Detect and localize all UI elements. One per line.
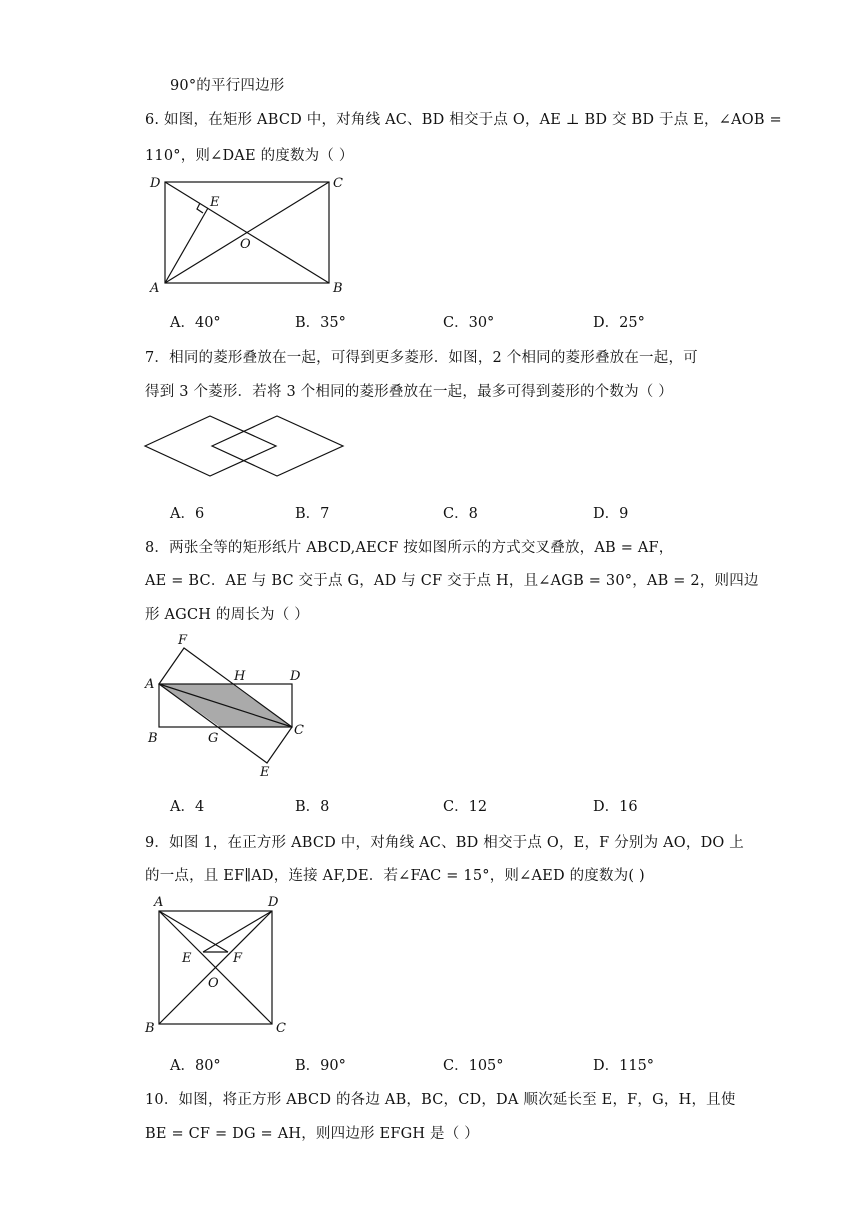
q8-label-G: G xyxy=(208,731,219,746)
q6-label-C: C xyxy=(333,176,343,191)
q7-option-d: D．9 xyxy=(593,506,629,522)
q9-label-D: D xyxy=(268,895,279,910)
q8-label-D: D xyxy=(290,669,301,684)
q9-figure xyxy=(140,890,300,1040)
q6-label-B: B xyxy=(333,281,343,296)
q8-label-C: C xyxy=(294,723,304,738)
q8-option-c: C．12 xyxy=(443,799,488,815)
q8-label-H: H xyxy=(234,669,246,684)
q7-line1: 7．相同的菱形叠放在一起，可得到更多菱形．如图，2 个相同的菱形叠放在一起，可 xyxy=(145,350,698,366)
q9-option-b: B．90° xyxy=(295,1058,346,1074)
q6-line2: 110°，则∠DAE 的度数为（ ） xyxy=(145,148,354,164)
q8-figure xyxy=(140,630,320,780)
q8-option-a: A．4 xyxy=(170,799,205,815)
q10-line2: BE = CF = DG = AH，则四边形 EFGH 是（ ） xyxy=(145,1126,479,1142)
q9-label-F: F xyxy=(233,951,243,966)
q9-label-A: A xyxy=(154,895,164,910)
q6-label-A: A xyxy=(150,281,160,296)
q8-line3: 形 AGCH 的周长为（ ） xyxy=(145,607,309,623)
q6-label-O: O xyxy=(240,237,251,252)
q8-line1: 8．两张全等的矩形纸片 ABCD,AECF 按如图所示的方式交叉叠放，AB = AF， xyxy=(145,540,674,556)
q7-option-c: C．8 xyxy=(443,506,478,522)
q6-label-E: E xyxy=(210,195,220,210)
q7-line2: 得到 3 个菱形．若将 3 个相同的菱形叠放在一起，最多可得到菱形的个数为（ ） xyxy=(145,384,673,400)
carryover-text: 90°的平行四边形 xyxy=(170,78,285,94)
q8-label-A: A xyxy=(145,677,155,692)
q9-option-d: D．115° xyxy=(593,1058,655,1074)
q7-figure xyxy=(140,410,350,480)
q6-label-D: D xyxy=(150,176,161,191)
q9-line1: 9．如图 1，在正方形 ABCD 中，对角线 AC、BD 相交于点 O，E，F 分别为 AO，DO 上 xyxy=(145,835,744,851)
q8-option-d: D．16 xyxy=(593,799,638,815)
q9-label-E: E xyxy=(182,951,192,966)
q6-option-d: D．25° xyxy=(593,315,645,331)
q9-label-B: B xyxy=(145,1021,155,1036)
q9-option-a: A．80° xyxy=(170,1058,221,1074)
q7-option-a: A．6 xyxy=(170,506,205,522)
q8-label-F: F xyxy=(178,633,188,648)
q6-option-b: B．35° xyxy=(295,315,346,331)
q8-option-b: B．8 xyxy=(295,799,330,815)
q9-label-C: C xyxy=(276,1021,286,1036)
q6-option-a: A．40° xyxy=(170,315,221,331)
q9-label-O: O xyxy=(208,976,219,991)
q8-label-B: B xyxy=(148,731,158,746)
q8-label-E: E xyxy=(260,765,270,780)
q6-figure xyxy=(140,168,360,298)
q7-option-b: B．7 xyxy=(295,506,330,522)
q9-option-c: C．105° xyxy=(443,1058,504,1074)
q10-line1: 10．如图，将正方形 ABCD 的各边 AB，BC，CD，DA 顺次延长至 E，F，G，H，且使 xyxy=(145,1092,736,1108)
q9-line2: 的一点，且 EF∥AD，连接 AF,DE．若∠FAC = 15°，则∠AED 的度数为( ) xyxy=(145,868,645,884)
q8-line2: AE = BC．AE 与 BC 交于点 G，AD 与 CF 交于点 H，且∠AGB = 30°，AB = 2，则四边 xyxy=(145,573,759,589)
q6-option-c: C．30° xyxy=(443,315,495,331)
q6-line1: 6. 如图，在矩形 ABCD 中，对角线 AC、BD 相交于点 O，AE ⊥ BD 交 BD 于点 E，∠AOB = xyxy=(145,112,782,128)
